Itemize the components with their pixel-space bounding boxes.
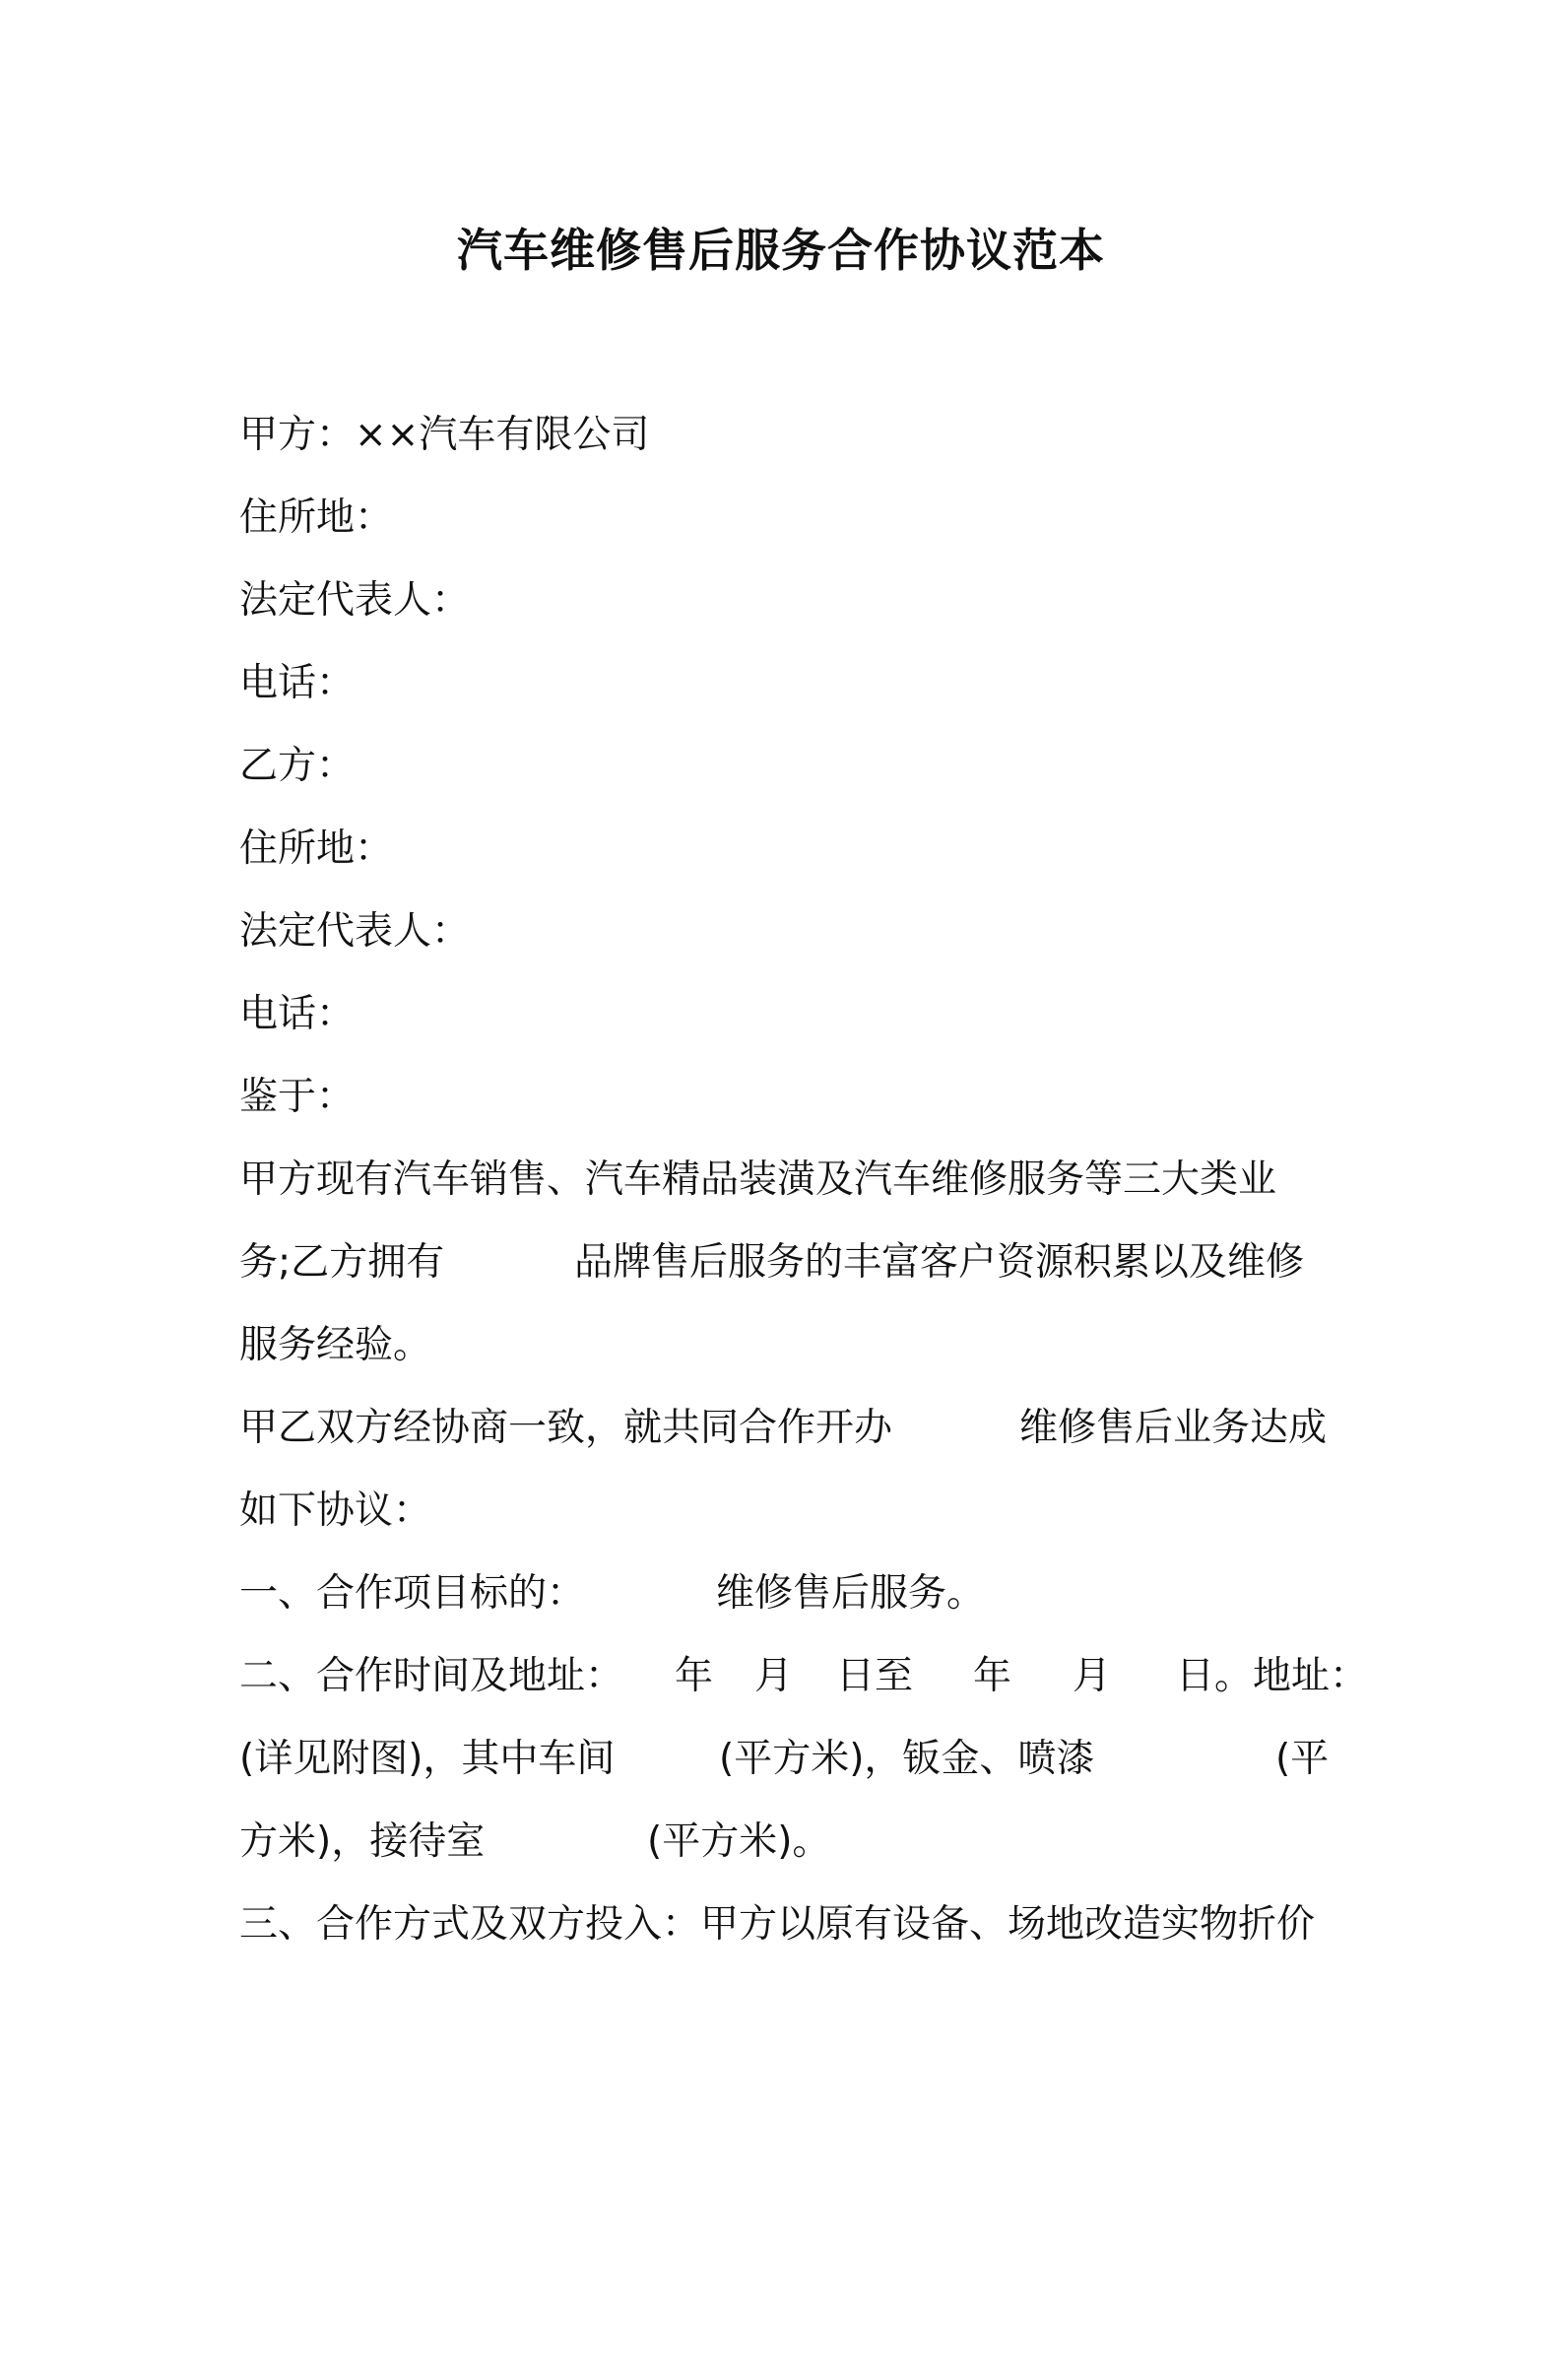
- whereas-p2-line1: [239, 1387, 1342, 1470]
- clause-2-month-end: 月: [1073, 1654, 1112, 1698]
- clause-1-label: 一、合作项目标的：: [239, 1571, 586, 1616]
- clause-2-line3: [239, 1801, 1342, 1884]
- document-title: 汽车维修售后服务合作协议范本: [457, 224, 1105, 277]
- whereas-p2-line1-start: 甲乙双方经协商一致，就共同合作开办: [239, 1406, 893, 1450]
- party-b-address: 住所地：: [239, 826, 394, 871]
- clause-2-reception: 方米)，接待室: [239, 1819, 486, 1864]
- clause-2-appendix: (详见附图)，其中车间: [239, 1737, 616, 1781]
- clause-1-value: 维修售后服务。: [716, 1571, 986, 1616]
- clause-2-year-end: 年: [973, 1654, 1012, 1698]
- clause-2-label: 二、合作时间及地址：: [239, 1654, 624, 1698]
- clause-2-paint-unit: (平: [1275, 1737, 1330, 1781]
- clause-2-bodywork: (平方米)，钣金、喷漆: [719, 1737, 1095, 1781]
- whereas-p1-line3: 服务经验。: [239, 1323, 432, 1367]
- party-a-name: 甲方：××汽车有限公司: [239, 413, 650, 457]
- whereas-p2-line2: 如下协议：: [239, 1488, 432, 1533]
- whereas-p2-line1-end: 维修售后业务达成: [1019, 1406, 1328, 1450]
- party-b-legal-rep: 法定代表人：: [239, 909, 471, 954]
- clause-2-month-start: 月: [754, 1654, 794, 1698]
- party-a-address: 住所地：: [239, 496, 394, 540]
- clause-3-line1: 三、合作方式及双方投入：甲方以原有设备、场地改造实物折价: [239, 1902, 1316, 1947]
- clause-2-line2: [239, 1718, 1342, 1801]
- party-a-phone: 电话：: [239, 661, 356, 705]
- clause-1: [239, 1553, 1342, 1635]
- whereas-p1-line1: 甲方现有汽车销售、汽车精品装潢及汽车维修服务等三大类业: [239, 1157, 1277, 1202]
- whereas-p1-line2-end: 品牌售后服务的丰富客户资源积累以及维修: [574, 1240, 1305, 1285]
- clause-2-reception-unit: (平方米)。: [647, 1819, 831, 1864]
- clause-2-day-end-address: 日。地址：: [1176, 1654, 1369, 1698]
- party-b-name: 乙方：: [239, 744, 356, 788]
- whereas-label: 鉴于：: [239, 1075, 356, 1119]
- document-body: [239, 394, 1369, 1966]
- clause-2-line1: [239, 1635, 1369, 1718]
- whereas-p1-line2-start: 务;乙方拥有: [239, 1240, 445, 1285]
- whereas-p1-line2: [239, 1222, 1342, 1304]
- clause-2-day-start: 日至: [836, 1654, 914, 1698]
- party-b-phone: 电话：: [239, 992, 356, 1036]
- clause-2-year-start: 年: [675, 1654, 714, 1698]
- party-a-legal-rep: 法定代表人：: [239, 578, 471, 623]
